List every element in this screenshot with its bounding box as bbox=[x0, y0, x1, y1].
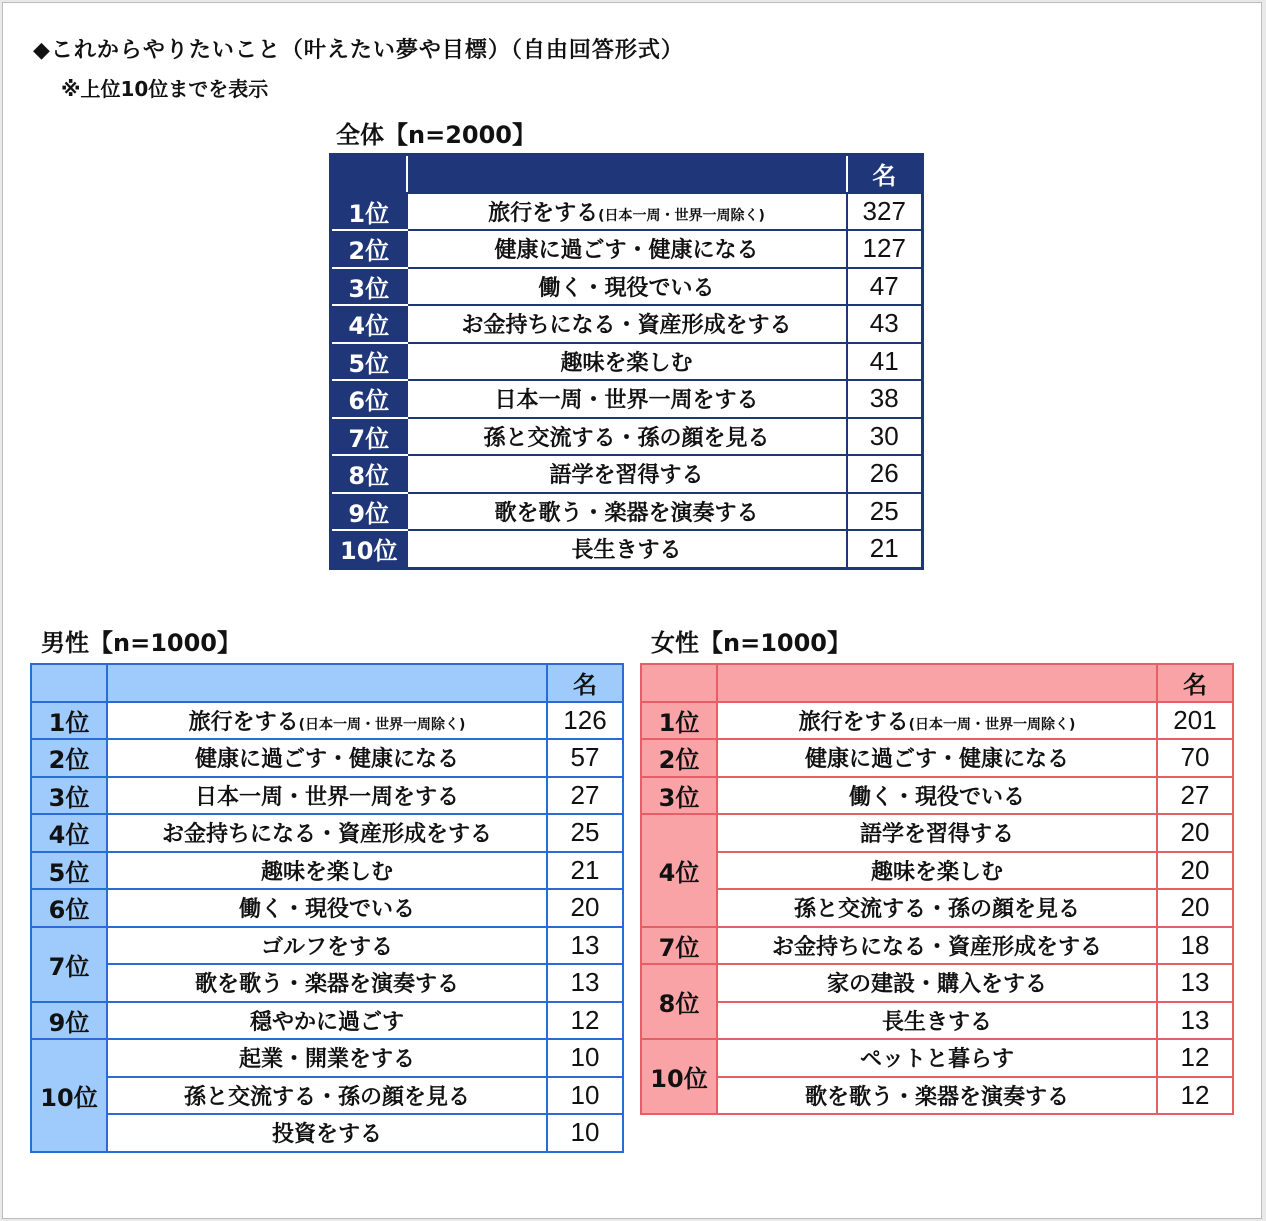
item-cell bbox=[407, 268, 847, 306]
count-cell: 27 bbox=[1157, 777, 1233, 815]
item-label: 旅行をする bbox=[188, 709, 299, 735]
table-header-row bbox=[331, 155, 923, 193]
rank-cell: 3位 bbox=[331, 268, 407, 306]
overall-ranking-table bbox=[329, 153, 924, 570]
rank-cell: 3位 bbox=[31, 777, 107, 815]
rank-cell: 7位 bbox=[31, 927, 107, 1002]
count-cell: 126 bbox=[547, 702, 623, 740]
table-row bbox=[331, 343, 923, 381]
item-label: 語学を習得する bbox=[859, 822, 1014, 848]
item-label: 趣味を楽しむ bbox=[560, 350, 693, 376]
item-cell bbox=[717, 1077, 1157, 1115]
rank-cell: 4位 bbox=[331, 305, 407, 343]
item-label: 投資をする bbox=[271, 1122, 382, 1148]
count-cell: 70 bbox=[1157, 739, 1233, 777]
rank-cell: 8位 bbox=[641, 964, 717, 1039]
item-note: (日本一周・世界一周除く) bbox=[908, 716, 1076, 733]
count-cell: 38 bbox=[847, 380, 923, 418]
item-label: 日本一周・世界一周をする bbox=[194, 784, 459, 810]
item-cell bbox=[407, 380, 847, 418]
count-cell: 57 bbox=[547, 739, 623, 777]
item-cell bbox=[717, 852, 1157, 890]
table-row bbox=[641, 777, 1233, 815]
count-cell: 21 bbox=[547, 852, 623, 890]
item-label: 健康に過ごす・健康になる bbox=[804, 747, 1069, 773]
table-row bbox=[641, 889, 1233, 927]
count-cell: 21 bbox=[847, 530, 923, 568]
table-row bbox=[31, 1039, 623, 1077]
item-cell bbox=[717, 777, 1157, 815]
item-label: 歌を歌う・楽器を演奏する bbox=[194, 972, 459, 998]
item-label: 旅行をする bbox=[488, 200, 599, 226]
table-row bbox=[641, 1039, 1233, 1077]
count-cell: 27 bbox=[547, 777, 623, 815]
item-cell bbox=[107, 927, 547, 965]
table-row bbox=[331, 230, 923, 268]
table-row bbox=[331, 193, 923, 231]
count-cell: 12 bbox=[547, 1002, 623, 1040]
rank-cell: 4位 bbox=[31, 814, 107, 852]
item-label: 長生きする bbox=[881, 1009, 992, 1035]
table-row bbox=[641, 964, 1233, 1002]
item-label: 趣味を楽しむ bbox=[870, 859, 1003, 885]
table-row bbox=[331, 455, 923, 493]
item-cell bbox=[717, 702, 1157, 740]
item-cell bbox=[407, 455, 847, 493]
rank-header-cell bbox=[331, 155, 407, 193]
item-label: 旅行をする bbox=[798, 709, 909, 735]
rank-cell: 5位 bbox=[331, 343, 407, 381]
item-cell bbox=[107, 1039, 547, 1077]
rank-cell: 10位 bbox=[31, 1039, 107, 1152]
note-text: ※上位10位までを表示 bbox=[61, 77, 269, 101]
table-row bbox=[641, 739, 1233, 777]
item-cell bbox=[407, 230, 847, 268]
rank-cell: 1位 bbox=[331, 193, 407, 231]
item-label: 歌を歌う・楽器を演奏する bbox=[494, 500, 759, 526]
item-label: 趣味を楽しむ bbox=[260, 859, 393, 885]
count-cell: 18 bbox=[1157, 927, 1233, 965]
count-cell: 201 bbox=[1157, 702, 1233, 740]
table-row bbox=[641, 927, 1233, 965]
item-label: ペットと暮らす bbox=[859, 1047, 1014, 1073]
item-cell bbox=[107, 889, 547, 927]
table-row bbox=[31, 777, 623, 815]
count-cell: 25 bbox=[547, 814, 623, 852]
item-note: (日本一周・世界一周除く) bbox=[298, 716, 466, 733]
table-row bbox=[641, 814, 1233, 852]
table-row bbox=[31, 889, 623, 927]
item-label: 歌を歌う・楽器を演奏する bbox=[804, 1084, 1069, 1110]
count-cell: 10 bbox=[547, 1114, 623, 1152]
item-label: 孫と交流する・孫の顔を見る bbox=[793, 897, 1080, 923]
count-cell: 13 bbox=[547, 964, 623, 1002]
item-cell bbox=[407, 493, 847, 531]
count-cell: 12 bbox=[1157, 1077, 1233, 1115]
rank-cell: 10位 bbox=[331, 530, 407, 568]
rank-header-cell bbox=[31, 664, 107, 702]
item-cell bbox=[407, 530, 847, 568]
item-cell bbox=[107, 1114, 547, 1152]
count-header-cell: 名 bbox=[547, 664, 623, 702]
rank-cell: 7位 bbox=[331, 418, 407, 456]
item-label: 穏やかに過ごす bbox=[249, 1009, 404, 1035]
rank-cell: 3位 bbox=[641, 777, 717, 815]
count-cell: 12 bbox=[1157, 1039, 1233, 1077]
item-label: 健康に過ごす・健康になる bbox=[494, 238, 759, 264]
women-section-title: 女性【n=1000】 bbox=[651, 629, 851, 657]
item-cell bbox=[107, 777, 547, 815]
item-cell bbox=[407, 305, 847, 343]
item-label: お金持ちになる・資産形成をする bbox=[771, 934, 1102, 960]
count-cell: 20 bbox=[1157, 889, 1233, 927]
table-row bbox=[31, 927, 623, 965]
overall-section-title: 全体【n=2000】 bbox=[336, 121, 536, 149]
count-cell: 10 bbox=[547, 1039, 623, 1077]
table-row bbox=[31, 1114, 623, 1152]
table-row bbox=[641, 1077, 1233, 1115]
table-row bbox=[31, 852, 623, 890]
item-cell bbox=[717, 739, 1157, 777]
item-label: ゴルフをする bbox=[260, 934, 393, 960]
item-label: 働く・現役でいる bbox=[848, 784, 1025, 810]
count-cell: 10 bbox=[547, 1077, 623, 1115]
rank-cell: 2位 bbox=[31, 739, 107, 777]
table-row bbox=[31, 702, 623, 740]
item-cell bbox=[107, 852, 547, 890]
table-row bbox=[331, 380, 923, 418]
count-cell: 13 bbox=[1157, 1002, 1233, 1040]
count-cell: 13 bbox=[547, 927, 623, 965]
rank-cell: 1位 bbox=[31, 702, 107, 740]
count-cell: 13 bbox=[1157, 964, 1233, 1002]
women-ranking-table bbox=[640, 663, 1234, 1115]
table-row bbox=[31, 1002, 623, 1040]
item-header-cell bbox=[407, 155, 847, 193]
table-row bbox=[31, 964, 623, 1002]
table-row bbox=[331, 418, 923, 456]
count-cell: 47 bbox=[847, 268, 923, 306]
table-row bbox=[31, 814, 623, 852]
item-label: お金持ちになる・資産形成をする bbox=[461, 313, 792, 339]
item-label: 働く・現役でいる bbox=[538, 275, 715, 301]
item-cell bbox=[107, 1077, 547, 1115]
count-header-cell: 名 bbox=[847, 155, 923, 193]
item-cell bbox=[107, 1002, 547, 1040]
item-label: 語学を習得する bbox=[549, 463, 704, 489]
count-cell: 43 bbox=[847, 305, 923, 343]
item-cell bbox=[107, 964, 547, 1002]
count-cell: 20 bbox=[1157, 852, 1233, 890]
count-header-cell: 名 bbox=[1157, 664, 1233, 702]
page-title: ◆これからやりたいこと（叶えたい夢や目標）（自由回答形式） bbox=[33, 38, 684, 63]
count-cell: 30 bbox=[847, 418, 923, 456]
rank-cell: 2位 bbox=[641, 739, 717, 777]
table-row bbox=[641, 1002, 1233, 1040]
rank-cell: 6位 bbox=[31, 889, 107, 927]
item-cell bbox=[717, 927, 1157, 965]
item-cell bbox=[717, 889, 1157, 927]
item-label: お金持ちになる・資産形成をする bbox=[161, 822, 492, 848]
count-cell: 26 bbox=[847, 455, 923, 493]
item-cell bbox=[107, 739, 547, 777]
rank-cell: 4位 bbox=[641, 814, 717, 927]
item-cell bbox=[717, 1039, 1157, 1077]
item-header-cell bbox=[717, 664, 1157, 702]
table-row bbox=[31, 1077, 623, 1115]
table-row bbox=[331, 493, 923, 531]
rank-cell: 9位 bbox=[31, 1002, 107, 1040]
item-cell bbox=[107, 814, 547, 852]
count-cell: 25 bbox=[847, 493, 923, 531]
rank-header-cell bbox=[641, 664, 717, 702]
item-cell bbox=[407, 193, 847, 231]
rank-cell: 2位 bbox=[331, 230, 407, 268]
item-label: 健康に過ごす・健康になる bbox=[194, 747, 459, 773]
item-label: 長生きする bbox=[571, 538, 682, 564]
rank-cell: 10位 bbox=[641, 1039, 717, 1114]
item-header-cell bbox=[107, 664, 547, 702]
item-cell bbox=[407, 418, 847, 456]
table-row bbox=[331, 305, 923, 343]
item-label: 日本一周・世界一周をする bbox=[494, 388, 759, 414]
rank-cell: 5位 bbox=[31, 852, 107, 890]
item-cell bbox=[717, 814, 1157, 852]
table-row bbox=[331, 530, 923, 568]
count-cell: 20 bbox=[547, 889, 623, 927]
item-label: 孫と交流する・孫の顔を見る bbox=[183, 1084, 470, 1110]
rank-cell: 8位 bbox=[331, 455, 407, 493]
count-cell: 41 bbox=[847, 343, 923, 381]
item-cell bbox=[717, 964, 1157, 1002]
item-note: (日本一周・世界一周除く) bbox=[598, 207, 765, 224]
item-label: 働く・現役でいる bbox=[238, 897, 415, 923]
rank-cell: 1位 bbox=[641, 702, 717, 740]
item-label: 家の建設・購入をする bbox=[826, 972, 1047, 998]
table-row bbox=[641, 702, 1233, 740]
rank-cell: 9位 bbox=[331, 493, 407, 531]
count-cell: 127 bbox=[847, 230, 923, 268]
item-label: 孫と交流する・孫の顔を見る bbox=[483, 425, 770, 451]
men-ranking-table bbox=[30, 663, 624, 1153]
item-cell bbox=[407, 343, 847, 381]
item-cell bbox=[107, 702, 547, 740]
table-header-row bbox=[641, 664, 1233, 702]
item-cell bbox=[717, 1002, 1157, 1040]
rank-cell: 7位 bbox=[641, 927, 717, 965]
table-header-row bbox=[31, 664, 623, 702]
men-section-title: 男性【n=1000】 bbox=[41, 629, 241, 657]
count-cell: 327 bbox=[847, 193, 923, 231]
table-row bbox=[331, 268, 923, 306]
table-row bbox=[641, 852, 1233, 890]
rank-cell: 6位 bbox=[331, 380, 407, 418]
item-label: 起業・開業をする bbox=[238, 1047, 415, 1073]
table-row bbox=[31, 739, 623, 777]
count-cell: 20 bbox=[1157, 814, 1233, 852]
